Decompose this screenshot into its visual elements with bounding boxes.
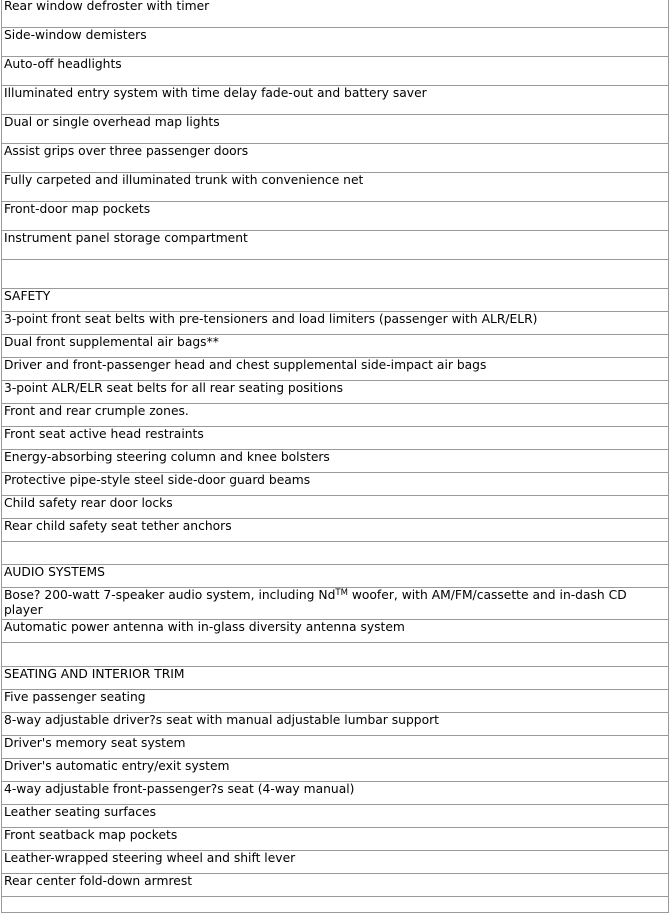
- blank-row: [2, 897, 669, 913]
- trademark-superscript: TM: [335, 588, 348, 598]
- feature-text-part: woofer, with AM/FM/cassette and in-dash CD player: [4, 588, 627, 617]
- feature-text: Rear center fold-down armrest: [4, 874, 193, 888]
- feature-text: 4-way adjustable front-passenger?s seat (4-way manual): [4, 782, 355, 796]
- feature-text-part: Bose? 200-watt 7-speaker audio system, including Nd: [4, 588, 336, 602]
- feature-text: Automatic power antenna with in-glass diversity antenna system: [4, 620, 405, 634]
- table-cell: [2, 713, 669, 736]
- feature-text: Protective pipe-style steel side-door guard beams: [4, 473, 311, 487]
- empty-cell: [4, 897, 668, 912]
- feature-text: Driver and front-passenger head and chest supplemental side-impact air bags: [4, 358, 487, 372]
- feature-text: Front seatback map pockets: [4, 828, 178, 842]
- table-row: [2, 450, 669, 473]
- table-cell: [2, 874, 669, 897]
- feature-text: Assist grips over three passenger doors: [4, 144, 249, 158]
- table-cell: [2, 759, 669, 782]
- table-cell: [2, 404, 669, 427]
- table-row: [2, 519, 669, 542]
- table-cell: [2, 496, 669, 519]
- empty-cell: [4, 643, 668, 658]
- table-row: [2, 115, 669, 144]
- blank-row: [2, 643, 669, 667]
- table-row: [2, 335, 669, 358]
- table-cell: [2, 736, 669, 759]
- table-row: [2, 588, 669, 620]
- table-row: [2, 782, 669, 805]
- feature-text: Front-door map pockets: [4, 202, 151, 216]
- empty-cell: [4, 260, 668, 275]
- feature-text: 3-point front seat belts with pre-tensioners and load limiters (passenger with ALR/ELR): [4, 312, 538, 326]
- table-cell: [2, 144, 669, 173]
- section-heading: AUDIO SYSTEMS: [4, 565, 105, 579]
- table-row: [2, 496, 669, 519]
- table-row: [2, 144, 669, 173]
- table-cell: [2, 86, 669, 115]
- table-cell: [2, 0, 669, 28]
- feature-text: 3-point ALR/ELR seat belts for all rear seating positions: [4, 381, 344, 395]
- table-cell: [2, 231, 669, 260]
- table-row: [2, 620, 669, 643]
- table-cell: [2, 312, 669, 335]
- blank-row: [2, 542, 669, 565]
- feature-text: Child safety rear door locks: [4, 496, 173, 510]
- table-cell: [2, 542, 669, 565]
- table-row: [2, 202, 669, 231]
- feature-text: Dual front supplemental air bags**: [4, 335, 219, 349]
- feature-text: 8-way adjustable driver?s seat with manual adjustable lumbar support: [4, 713, 439, 727]
- feature-text: Illuminated entry system with time delay fade-out and battery saver: [4, 86, 427, 100]
- feature-text: Front seat active head restraints: [4, 427, 204, 441]
- table-row: [2, 57, 669, 86]
- section-heading-row: [2, 667, 669, 690]
- table-cell: [2, 897, 669, 913]
- table-cell: [2, 565, 669, 588]
- table-cell: [2, 260, 669, 289]
- table-cell: [2, 289, 669, 312]
- table-row: [2, 231, 669, 260]
- table-cell: [2, 828, 669, 851]
- table-row: [2, 358, 669, 381]
- table-cell: [2, 667, 669, 690]
- feature-text: Dual or single overhead map lights: [4, 115, 220, 129]
- table-row: [2, 173, 669, 202]
- feature-text: Auto-off headlights: [4, 57, 122, 71]
- table-row: [2, 86, 669, 115]
- section-heading: SAFETY: [4, 289, 51, 303]
- table-row: [2, 427, 669, 450]
- feature-text: [4, 588, 668, 618]
- table-cell: [2, 28, 669, 57]
- feature-text: Front and rear crumple zones.: [4, 404, 189, 418]
- table-row: [2, 381, 669, 404]
- feature-text: Leather seating surfaces: [4, 805, 156, 819]
- table-cell: [2, 782, 669, 805]
- table-row: [2, 874, 669, 897]
- section-heading-row: [2, 565, 669, 588]
- table-row: [2, 805, 669, 828]
- feature-text: Leather-wrapped steering wheel and shift lever: [4, 851, 296, 865]
- table-body: [2, 0, 669, 913]
- table-cell: [2, 450, 669, 473]
- table-cell: [2, 805, 669, 828]
- feature-text: Rear child safety seat tether anchors: [4, 519, 232, 533]
- table-row: [2, 713, 669, 736]
- table-row: [2, 828, 669, 851]
- empty-cell: [4, 542, 668, 557]
- table-row: [2, 28, 669, 57]
- blank-row: [2, 260, 669, 289]
- feature-text: Instrument panel storage compartment: [4, 231, 248, 245]
- table-row: [2, 0, 669, 28]
- table-cell: [2, 620, 669, 643]
- feature-text: Side-window demisters: [4, 28, 147, 42]
- table-cell: [2, 519, 669, 542]
- table-cell: [2, 427, 669, 450]
- table-cell: [2, 115, 669, 144]
- table-row: [2, 312, 669, 335]
- table-row: [2, 404, 669, 427]
- table-row: [2, 690, 669, 713]
- section-heading-row: [2, 289, 669, 312]
- table-cell: [2, 588, 669, 620]
- feature-text: Five passenger seating: [4, 690, 146, 704]
- table-row: [2, 473, 669, 496]
- table-cell: [2, 381, 669, 404]
- feature-text: Driver's memory seat system: [4, 736, 186, 750]
- feature-text: Fully carpeted and illuminated trunk with convenience net: [4, 173, 364, 187]
- table-cell: [2, 851, 669, 874]
- feature-text: Driver's automatic entry/exit system: [4, 759, 230, 773]
- table-cell: [2, 173, 669, 202]
- table-cell: [2, 643, 669, 667]
- table-cell: [2, 57, 669, 86]
- table-row: [2, 736, 669, 759]
- feature-text: Energy-absorbing steering column and knee bolsters: [4, 450, 330, 464]
- section-heading: SEATING AND INTERIOR TRIM: [4, 667, 185, 681]
- feature-table: [1, 0, 669, 913]
- table-cell: [2, 358, 669, 381]
- table-row: [2, 851, 669, 874]
- feature-text: Rear window defroster with timer: [4, 0, 210, 13]
- table-cell: [2, 202, 669, 231]
- table-cell: [2, 690, 669, 713]
- table-cell: [2, 335, 669, 358]
- table-row: [2, 759, 669, 782]
- table-cell: [2, 473, 669, 496]
